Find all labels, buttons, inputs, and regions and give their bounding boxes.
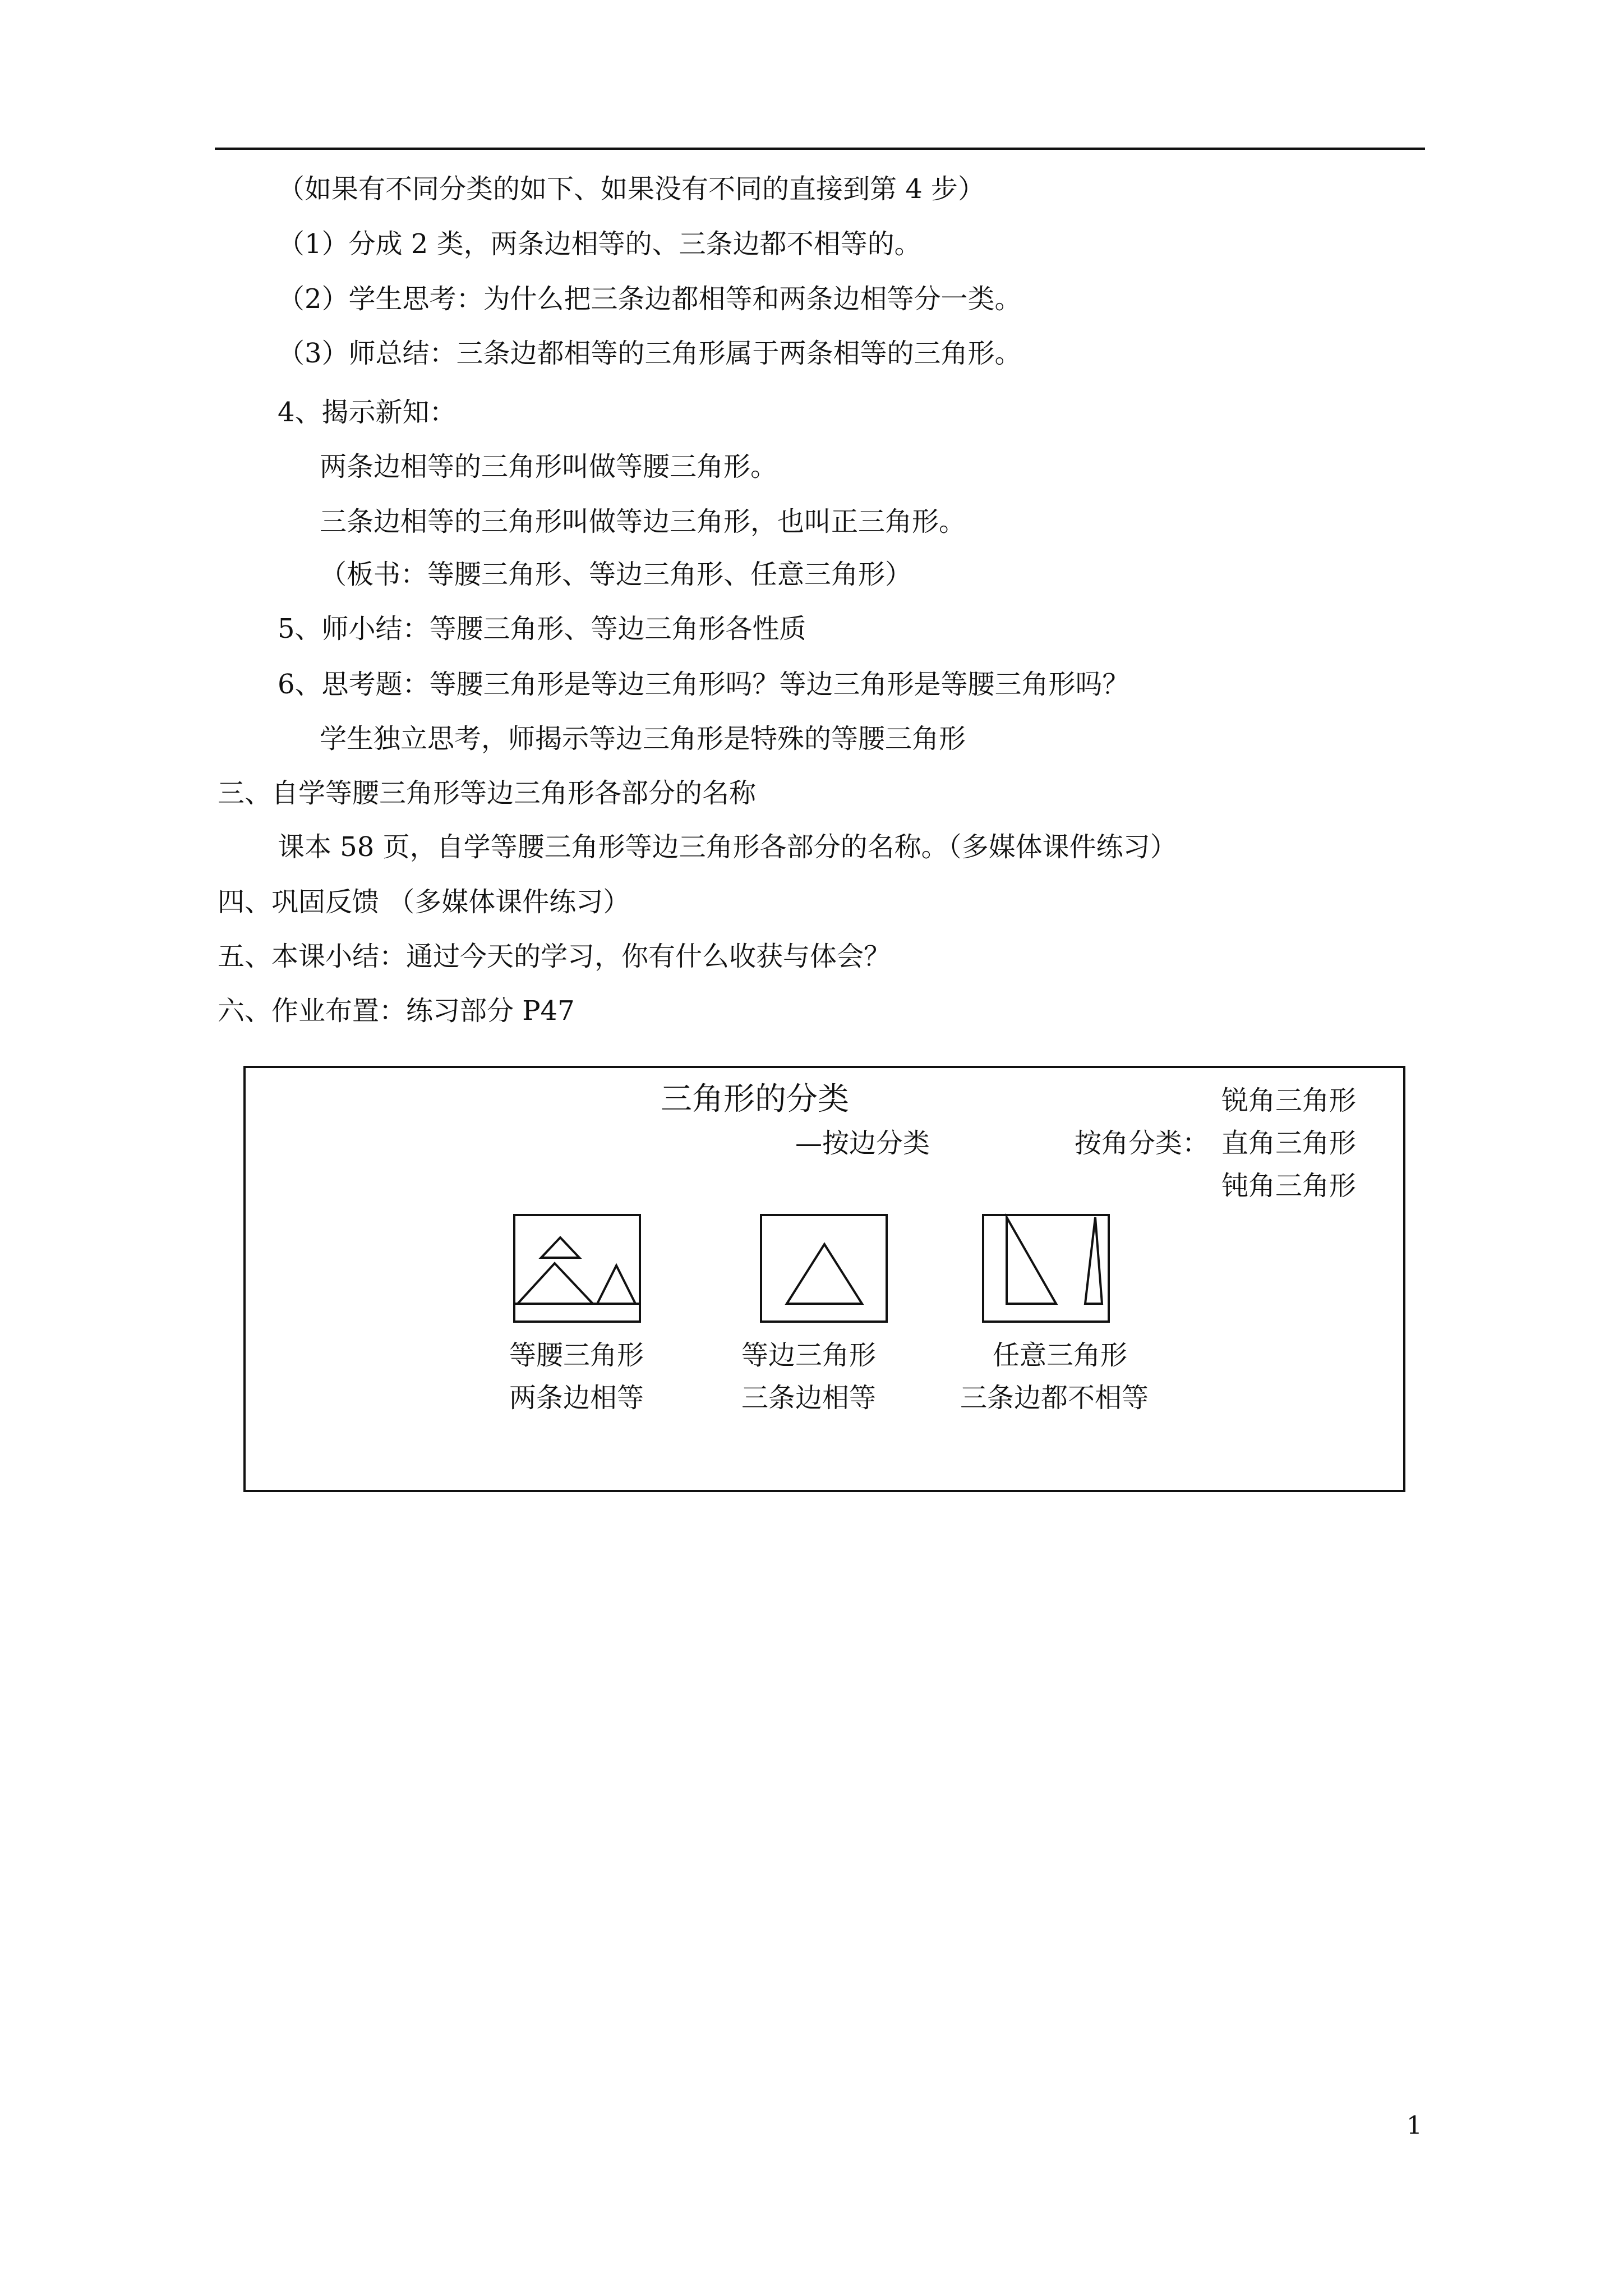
isosceles-triangles-icon bbox=[513, 1214, 642, 1324]
group-rule-equilateral: 三条边相等 bbox=[741, 1382, 877, 1414]
step-line: （1）分成 2 类，两条边相等的、三条边都不相等的。 bbox=[278, 228, 921, 260]
heading-line: 五、本课小结：通过今天的学习，你有什么收获与体会？ bbox=[218, 941, 891, 972]
body-line: 课本 58 页，自学等腰三角形等边三角形各部分的名称。（多媒体课件练习） bbox=[278, 831, 1177, 863]
definition-line: 两条边相等的三角形叫做等腰三角形。 bbox=[320, 451, 778, 482]
answer-line: 学生独立思考，师揭示等边三角形是特殊的等腰三角形 bbox=[320, 723, 966, 754]
definition-line: 三条边相等的三角形叫做等边三角形，也叫正三角形。 bbox=[320, 506, 966, 537]
header-rule bbox=[215, 148, 1425, 150]
by-angle-label: 按角分类： bbox=[1075, 1128, 1210, 1159]
equilateral-triangle-icon bbox=[760, 1214, 889, 1324]
section-line: 4、揭示新知： bbox=[278, 397, 457, 428]
scalene-triangles-icon bbox=[982, 1214, 1111, 1324]
group-name-scalene: 任意三角形 bbox=[993, 1340, 1128, 1371]
board-diagram bbox=[243, 1066, 1405, 1492]
step-line: （2）学生思考：为什么把三条边都相等和两条边相等分一类。 bbox=[278, 283, 1022, 315]
board-note-line: （板书：等腰三角形、等边三角形、任意三角形） bbox=[320, 559, 912, 590]
group-rule-scalene: 三条边都不相等 bbox=[960, 1382, 1149, 1414]
step-line: （3）师总结：三条边都相等的三角形属于两条相等的三角形。 bbox=[278, 338, 1022, 369]
group-rule-isosceles: 两条边相等 bbox=[509, 1382, 644, 1414]
angle-type-right: 直角三角形 bbox=[1221, 1128, 1357, 1159]
angle-type-obtuse: 钝角三角形 bbox=[1221, 1170, 1357, 1202]
heading-line: 四、巩固反馈 （多媒体课件练习） bbox=[218, 886, 630, 918]
board-title: 三角形的分类 bbox=[661, 1081, 849, 1117]
by-side-label: —按边分类 bbox=[795, 1128, 930, 1159]
group-name-isosceles: 等腰三角形 bbox=[509, 1340, 644, 1371]
note-line: （如果有不同分类的如下、如果没有不同的直接到第 4 步） bbox=[278, 173, 985, 205]
heading-line: 六、作业布置：练习部分 P47 bbox=[218, 995, 575, 1027]
page-number: 1 bbox=[1407, 2111, 1422, 2140]
heading-line: 三、自学等腰三角形等边三角形各部分的名称 bbox=[218, 777, 757, 809]
group-name-equilateral: 等边三角形 bbox=[741, 1340, 877, 1371]
section-line: 5、师小结：等腰三角形、等边三角形各性质 bbox=[278, 613, 806, 645]
section-line: 6、思考题：等腰三角形是等边三角形吗？等边三角形是等腰三角形吗？ bbox=[278, 669, 1129, 700]
angle-type-acute: 锐角三角形 bbox=[1221, 1085, 1357, 1116]
